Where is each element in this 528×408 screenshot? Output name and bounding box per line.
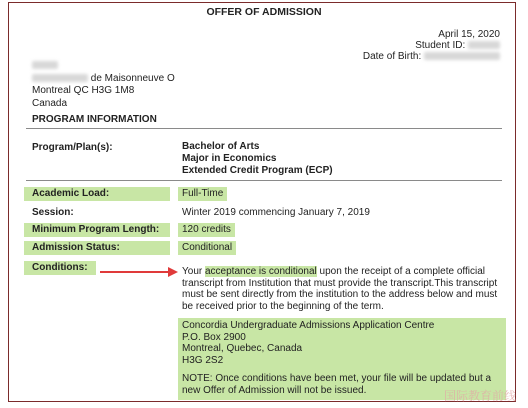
academic-load-value: Full-Time [178, 187, 227, 201]
min-length-label: Minimum Program Length: [24, 223, 170, 237]
street-number-redacted [32, 74, 88, 82]
program-line-2: Major in Economics [182, 153, 277, 164]
admission-status-label: Admission Status: [24, 241, 170, 255]
section-divider [26, 128, 502, 129]
conditions-text: Your acceptance is conditional upon the receipt of a complete official transcript from Institution that must provide the transcript.This transcript must be sent directly from the institution to the address below and must be received prior to the beginning of the term. [182, 266, 498, 312]
mailing-line-4: H3G 2S2 [182, 354, 224, 366]
session-label: Session: [32, 207, 74, 218]
address-country: Canada [32, 97, 68, 109]
program-list [182, 141, 333, 177]
program-line-1: Bachelor of Arts [182, 141, 260, 152]
program-label: Program/Plan(s): [32, 142, 113, 153]
min-length-value: 120 credits [178, 223, 235, 237]
dob-redacted [424, 52, 500, 60]
dob-line [363, 50, 500, 63]
recipient-address [32, 60, 175, 110]
program-section-title: PROGRAM INFORMATION [32, 114, 157, 125]
admission-status-value: Conditional [178, 241, 236, 255]
address-street: de Maisonneuve O [90, 72, 175, 84]
student-id-redacted [468, 41, 500, 49]
mailing-line-3: Montreal, Quebec, Canada [182, 343, 303, 354]
student-id-label: Student ID: [415, 40, 466, 51]
watermark: 国际教育前线 [443, 389, 516, 403]
conditional-highlight: acceptance is conditional [204, 266, 317, 277]
dob-label: Date of Birth: [362, 51, 422, 62]
academic-load-label: Academic Load: [24, 187, 170, 201]
program-line-3: Extended Credit Program (ECP) [182, 165, 333, 176]
session-value: Winter 2019 commencing January 7, 2019 [182, 207, 370, 218]
document-title: OFFER OF ADMISSION [206, 6, 322, 18]
header-date: April 15, 2020 [438, 29, 500, 40]
program-divider [26, 180, 502, 181]
mailing-line-1: Concordia Undergraduate Admissions Application Centre [182, 320, 435, 331]
conditions-label: Conditions: [24, 261, 96, 275]
mailing-note: NOTE: Once conditions have been met, your file will be updated but a new Offer of Admission will not be issued. [182, 373, 492, 396]
red-arrow-icon [98, 266, 180, 278]
address-city: Montreal QC H3G 1M8 [32, 85, 135, 96]
mailing-line-2: P.O. Box 2900 [182, 331, 246, 343]
name-redacted [32, 61, 58, 69]
